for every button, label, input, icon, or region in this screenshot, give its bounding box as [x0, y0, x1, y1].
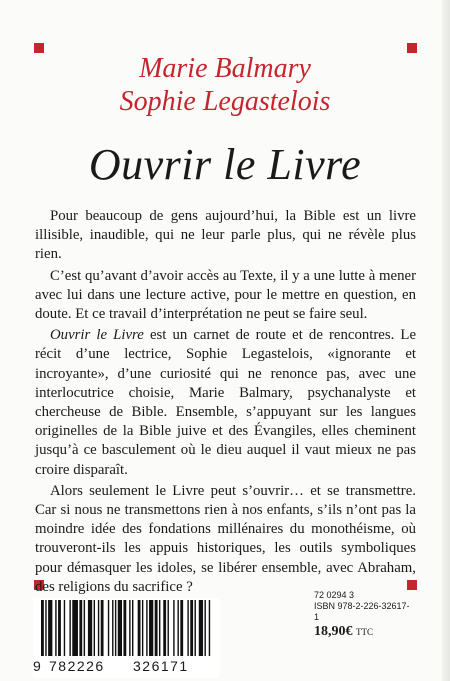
barcode-digits-group-1: 782226 [49, 658, 105, 674]
blurb-paragraph [35, 207, 416, 265]
barcode-bar [79, 600, 82, 656]
blurb-paragraph [35, 482, 416, 597]
barcode-bar [173, 600, 174, 656]
barcode-bar [163, 600, 166, 656]
barcode-bar [187, 600, 188, 656]
barcode-bar [138, 600, 141, 656]
barcode-bar [55, 600, 56, 656]
barcode-bar [41, 600, 44, 656]
barcode [33, 598, 219, 678]
blurb-italic-title: Ouvrir le Livre [50, 327, 144, 344]
barcode-bar [58, 600, 61, 656]
blurb-segment: Alors seulement le Livre peut s’ouvrir… et se transmettre. Car si nous ne transmettons rien à nos enfants, s’ils n’ont pas la moindre idée des fondations millénaires du monothéisme, où trouveront-ils les appuis historiques, les outils symboliques pour démasquer les idoles, se libérer ensemble, avec Abraham, des religions du sacrifice ? [35, 482, 416, 595]
barcode-bar [64, 600, 65, 656]
barcode-bar [146, 600, 147, 656]
barcode-bar [180, 600, 183, 656]
barcode-bar [115, 600, 116, 656]
isbn: ISBN 978-2-226-32617-1 [314, 601, 410, 622]
barcode-bar [84, 600, 85, 656]
barcode-bar [168, 600, 169, 656]
barcode-bar [94, 600, 95, 656]
blurb-paragraph [35, 326, 416, 480]
blurb-segment: est un carnet de route et de rencontres. Le récit d’une lectrice, Sophie Legastelois, «ignorante et incroyante», d’une curiosité qui ne renonce pas, avec une interlocutrice choisie, Marie Balmary, psychanalyste et chercheuse de Bible. Ensemble, s’appuyant sur les langues originelles de la Bible juive et des Évangiles, elles cheminent jusqu’à ce basculement où le dieu auquel il vaut mieux ne pas croire disparaît. [35, 327, 417, 478]
authors [0, 52, 450, 118]
barcode-bar [45, 600, 46, 656]
barcode-bar [195, 600, 196, 656]
barcode-bar [155, 600, 158, 656]
barcode-bars [41, 600, 213, 656]
barcode-bar [204, 600, 205, 656]
barcode-bar [69, 600, 70, 656]
barcode-bar [177, 600, 178, 656]
author-name: Sophie Legastelois [119, 86, 331, 117]
barcode-bar [190, 600, 193, 656]
blurb-text [35, 207, 416, 597]
barcode-bar [88, 600, 92, 656]
barcode-bar [101, 600, 104, 656]
isbn-block [314, 590, 414, 641]
price [314, 623, 414, 641]
barcode-bar [112, 600, 113, 656]
blurb-paragraph [35, 267, 416, 325]
barcode-bar [72, 600, 78, 656]
price-value: 18,90€ [314, 624, 353, 639]
barcode-bar [123, 600, 126, 656]
barcode-digit-first: 9 [33, 658, 43, 674]
barcode-bar [108, 600, 109, 656]
barcode-digits [33, 658, 219, 676]
barcode-bar [159, 600, 160, 656]
barcode-bar [132, 600, 133, 656]
price-suffix: TTC [356, 627, 373, 637]
barcode-bar [142, 600, 143, 656]
barcode-bar [48, 600, 52, 656]
book-title: Ouvrir le Livre [88, 140, 362, 189]
blurb-segment: C’est qu’avant d’avoir accès au Texte, il y a une lutte à mener avec lui dans une lecture active, pour le mettre en question, en doute. Et ce travail d’interprétation ne peut se faire seul. [35, 267, 416, 323]
barcode-bar [199, 600, 203, 656]
barcode-bar [98, 600, 99, 656]
barcode-digits-group-2: 326171 [133, 658, 189, 674]
barcode-bar [129, 600, 130, 656]
author-name: Marie Balmary [139, 53, 311, 84]
barcode-bar [209, 600, 210, 656]
product-code: 72 0294 3 [314, 590, 355, 600]
blurb-segment: Pour beaucoup de gens aujourd’hui, la Bible est un livre illisible, inaudible, qui ne leur parle plus, qui ne révèle plus rien. [35, 208, 416, 263]
barcode-bar [118, 600, 122, 656]
barcode-bar [149, 600, 153, 656]
